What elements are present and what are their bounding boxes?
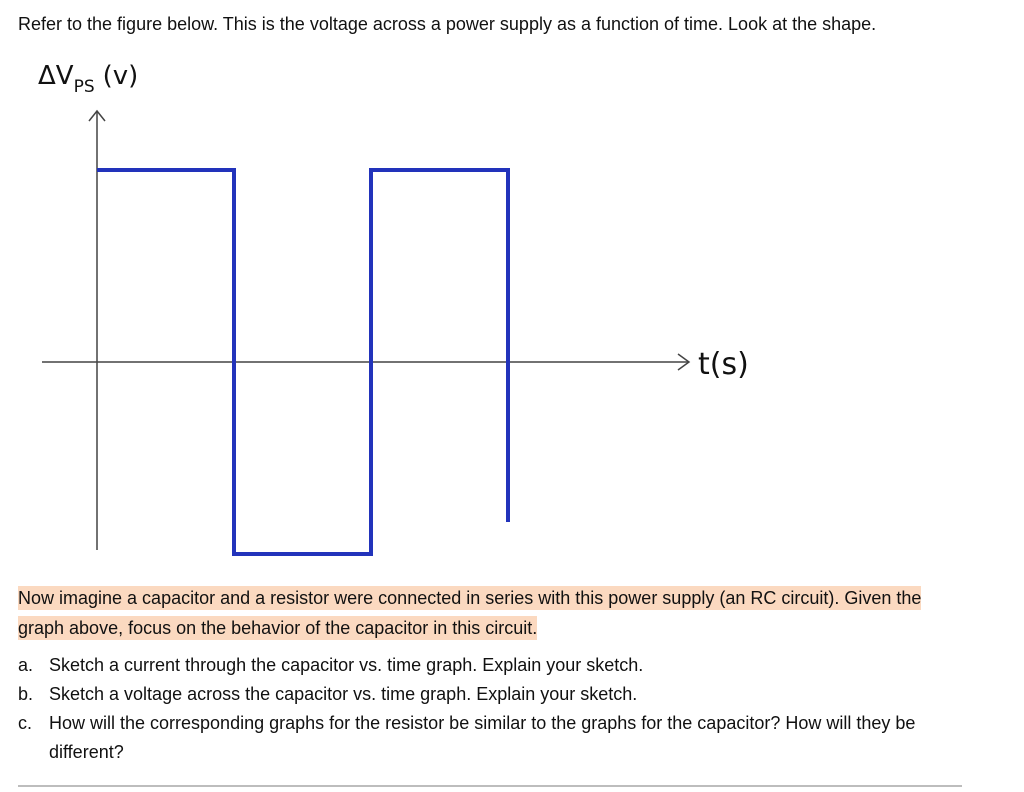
y-axis-label-unit: (v): [102, 61, 139, 91]
intro-text: Refer to the figure below. This is the voltage across a power supply as a function of time. Look at the shape.: [18, 14, 877, 34]
y-axis-label: [38, 61, 138, 97]
question-letter: c.: [18, 713, 33, 733]
list-item: [18, 680, 978, 709]
instruction-paragraph: [18, 583, 958, 643]
y-axis-label-main: ΔV: [38, 61, 74, 91]
list-item: [18, 651, 978, 680]
question-letter: b.: [18, 684, 34, 704]
horizontal-divider: [18, 785, 962, 787]
question-text: How will the corresponding graphs for the resistor be similar to the graphs for the capacitor? How will they be different?: [49, 713, 916, 762]
highlighted-text: Now imagine a capacitor and a resistor were connected in series with this power supply (an RC circuit). Given the graph above, focus on the behavior of the capacitor in this circuit.: [18, 588, 922, 638]
y-axis-label-sub: PS: [73, 77, 95, 97]
question-letter: a.: [18, 655, 34, 675]
question-text: Sketch a voltage across the capacitor vs. time graph. Explain your sketch.: [49, 684, 638, 704]
x-axis-label: t(s): [698, 347, 749, 382]
list-item: [18, 709, 978, 767]
question-text: Sketch a current through the capacitor vs. time graph. Explain your sketch.: [49, 655, 644, 675]
question-list: [18, 651, 978, 767]
